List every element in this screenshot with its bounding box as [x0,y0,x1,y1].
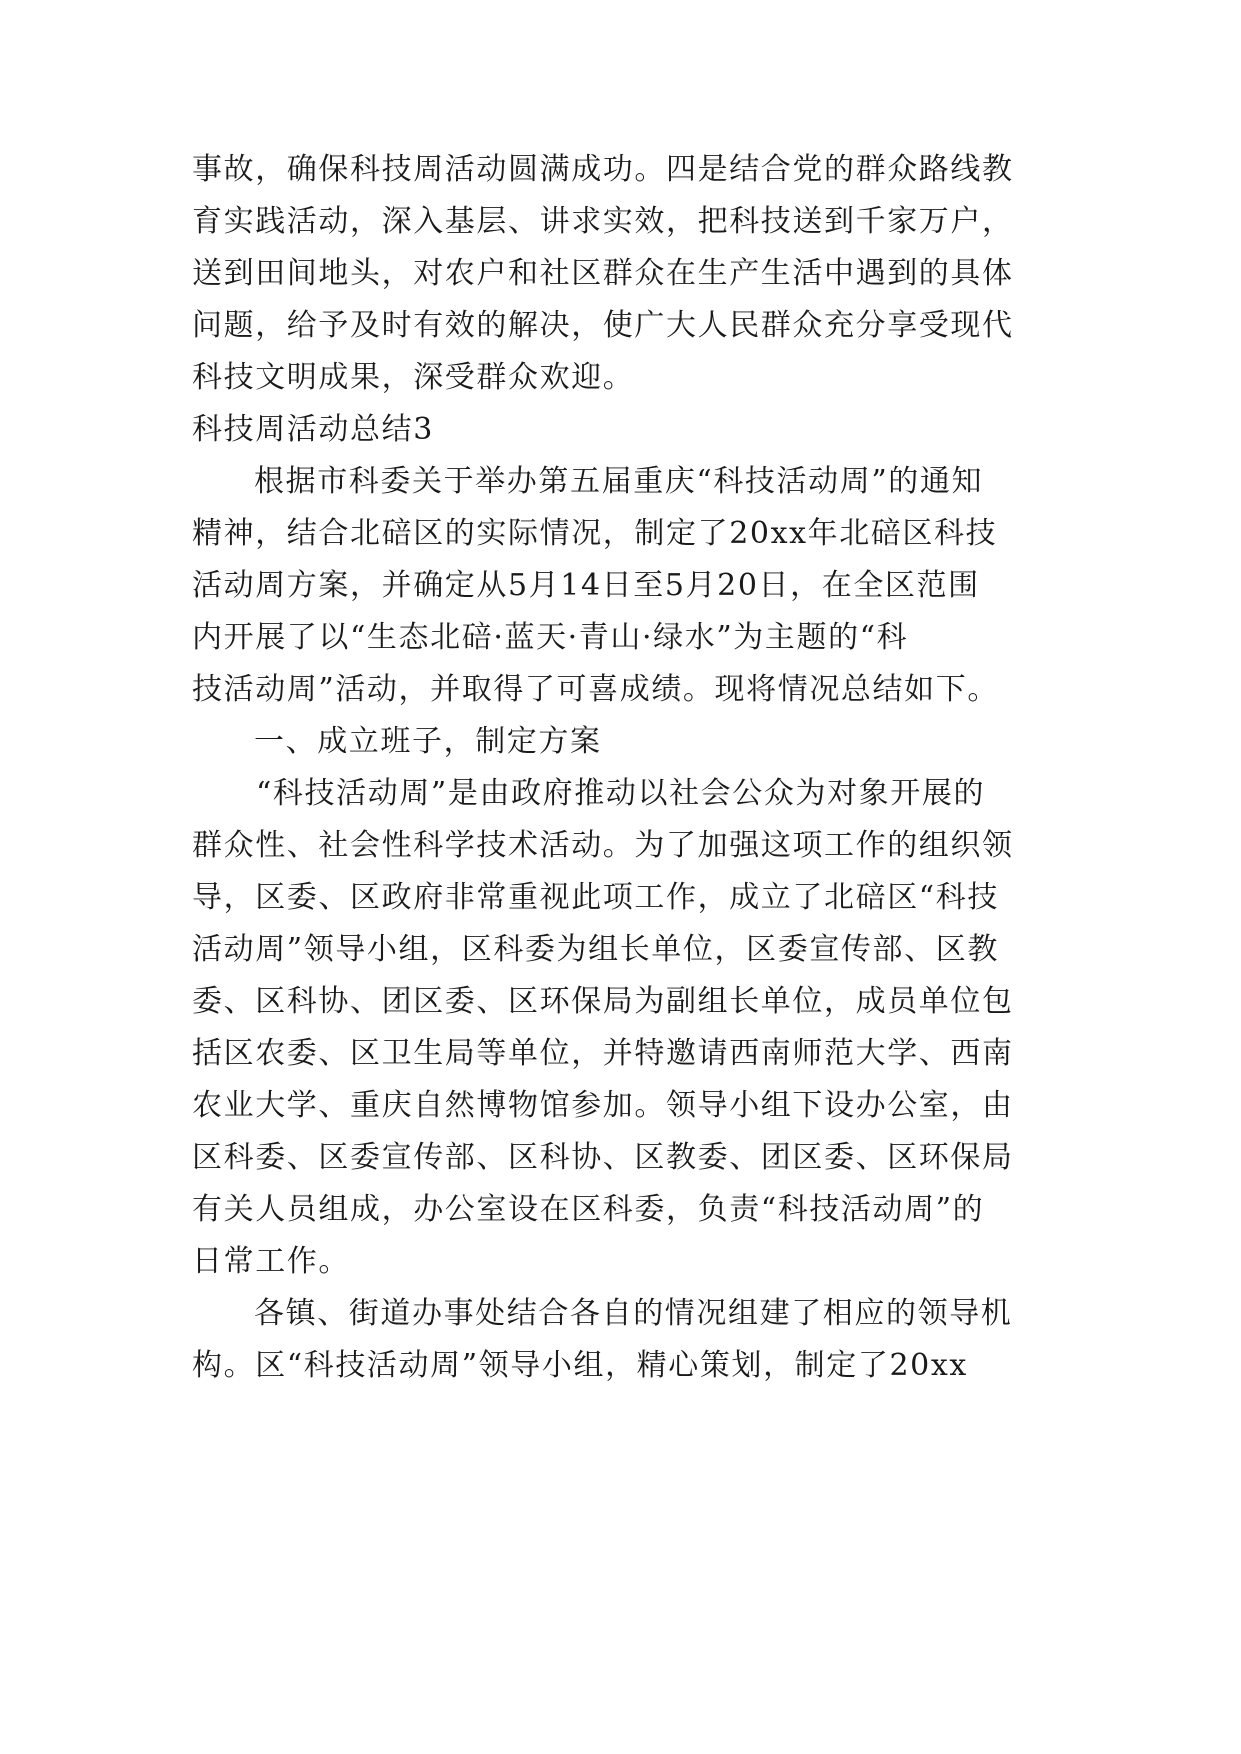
paragraph-line: 精神，结合北碚区的实际情况，制定了20xx年北碚区科技 [192,516,998,551]
paragraph-line: 各镇、街道办事处结合各自的情况组建了相应的领导机 [254,1296,1013,1331]
paragraph-line: 科技文明成果，深受群众欢迎。 [192,360,635,395]
paragraph-line: 委、区科协、团区委、区环保局为副组长单位，成员单位包 [192,984,1014,1019]
paragraph-line: 育实践活动，深入基层、讲求实效，把科技送到千家万户， [192,204,1014,239]
paragraph-line: 区科委、区委宣传部、区科协、区教委、团区委、区环保局 [192,1140,1014,1175]
paragraph-line: 活动周”领导小组，区科委为组长单位，区委宣传部、区教 [192,932,999,967]
paragraph-line: 根据市科委关于举办第五届重庆“科技活动周”的通知 [254,464,984,499]
paragraph-line: 活动周方案，并确定从5月14日至5月20日，在全区范围 [192,568,980,603]
paragraph-line: 有关人员组成，办公室设在区科委，负责“科技活动周”的 [192,1192,985,1227]
paragraph-line: 群众性、社会性科学技术活动。为了加强这项工作的组织领 [192,828,1014,863]
paragraph-line: 内开展了以“生态北碚·蓝天·青山·绿水”为主题的“科 [192,620,909,655]
paragraph-line: 日常工作。 [192,1244,350,1279]
paragraph-line: 事故，确保科技周活动圆满成功。四是结合党的群众路线教 [192,152,1014,187]
paragraph-line: 送到田间地头，对农户和社区群众在生产生活中遇到的具体 [192,256,1014,291]
section-title: 科技周活动总结3 [192,412,434,447]
paragraph-line: 导，区委、区政府非常重视此项工作，成立了北碚区“科技 [192,880,999,915]
paragraph-line: 问题，给予及时有效的解决，使广大人民群众充分享受现代 [192,308,1014,343]
paragraph-line: 构。区“科技活动周”领导小组，精心策划，制定了20xx [192,1348,968,1383]
section-heading: 一、成立班子，制定方案 [254,724,602,759]
paragraph-line: “科技活动周”是由政府推动以社会公众为对象开展的 [256,776,986,811]
paragraph-line: 农业大学、重庆自然博物馆参加。领导小组下设办公室，由 [192,1088,1014,1123]
paragraph-line: 技活动周”活动，并取得了可喜成绩。现将情况总结如下。 [192,672,999,707]
paragraph-line: 括区农委、区卫生局等单位，并特邀请西南师范大学、西南 [192,1036,1014,1071]
